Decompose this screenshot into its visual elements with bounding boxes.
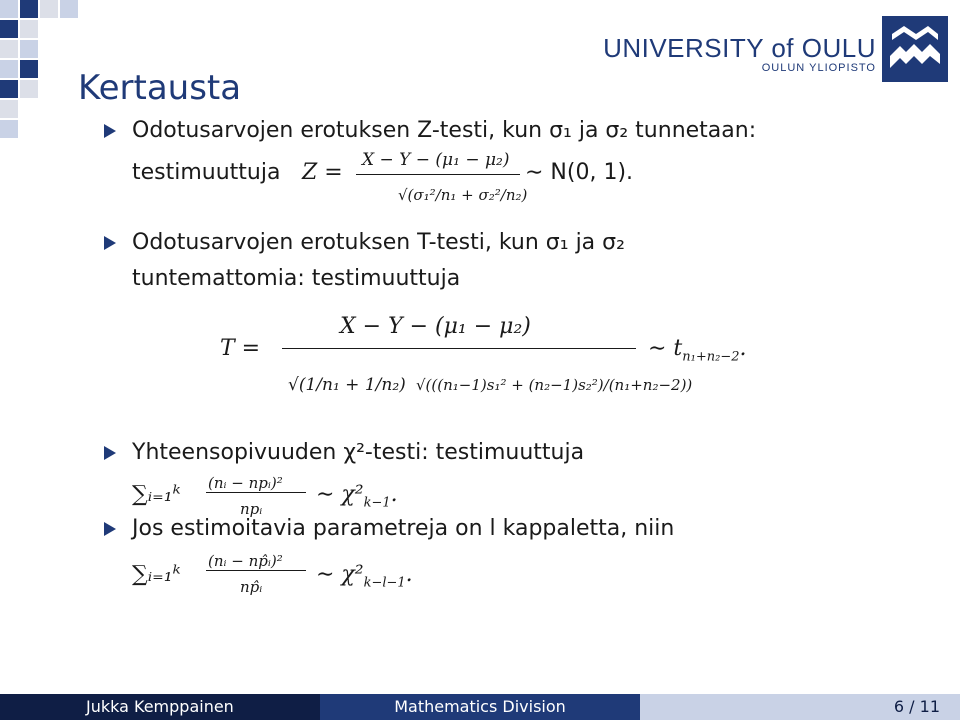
item3-frac-den: npᵢ [240,500,263,518]
item2-numerator: X − Y − (μ₁ − μ₂) [340,314,531,339]
item3-rhs-sub: k−1 [363,495,391,511]
item2-line2: tuntemattomia: testimuuttuja [132,266,461,291]
item3-rhs-chi: ∼ χ² [316,482,364,507]
item1-rhs: ∼ N(0, 1). [525,160,634,185]
item1-line1: Odotusarvojen erotuksen Z-testi, kun σ₁ ja σ₂ tunnetaan: [132,118,757,143]
item2-fraction-bar [282,348,636,349]
item4-frac-den: np̂ᵢ [240,578,263,596]
item3-sum: ∑ᵢ₌₁ᵏ [132,482,181,507]
bullet-icon [104,124,116,138]
item2-den-part1: √(1/n₁ + 1/n₂) [288,375,406,395]
item2-lhs: T = [220,336,261,361]
item3-frac-num: (nᵢ − npᵢ)² [208,474,283,492]
item3-fraction-bar [206,492,306,493]
item3-rhs-end: . [390,482,398,507]
item2-rhs-t: ∼ t [648,336,683,361]
item4-fraction-bar [206,570,306,571]
logo-sub-text: OULUN YLIOPISTO [761,62,876,74]
item1-formula [132,160,280,186]
item4-rhs-end: . [405,562,413,587]
item4-sum: ∑ᵢ₌₁ᵏ [132,562,181,587]
item1-numerator: X − Y − (μ₁ − μ₂) [362,150,510,170]
bullet-icon [104,522,116,536]
item2-den-part2: √(((n₁−1)s₁² + (n₂−1)s₂²)/(n₁+n₂−2)) [416,376,693,394]
university-logo-icon [882,16,948,82]
item2-rhs-end: . [739,336,747,361]
footer [0,694,960,720]
item1-prefix: testimuuttuja [132,160,281,185]
item4-frac-num: (nᵢ − np̂ᵢ)² [208,552,283,570]
bullet-icon [104,446,116,460]
item2-line1: Odotusarvojen erotuksen T-testi, kun σ₁ ja σ₂ [132,230,625,255]
item2-rhs [648,336,747,370]
item1-denominator: √(σ₁²/n₁ + σ₂²/n₂) [398,186,528,204]
item1-lhs: Z = [302,160,343,185]
item4-line1: Jos estimoitavia parametreja on l kappaletta, niin [132,516,675,541]
bullet-icon [104,236,116,250]
university-logo-text [603,34,876,74]
item4-rhs-chi: ∼ χ² [316,562,364,587]
slide-title: Kertausta [78,68,242,108]
item4-rhs-sub: k−l−1 [363,575,406,591]
item3-line1: Yhteensopivuuden χ²-testi: testimuuttuja [132,440,585,465]
footer-institute: Mathematics Division [320,694,640,720]
item1-fraction-bar [356,174,520,175]
logo-main-text: UNIVERSITY of OULU [603,33,876,63]
footer-page-number: 6 / 11 [640,694,960,720]
footer-author: Jukka Kemppainen [0,694,320,720]
item4-rhs [316,562,413,596]
item2-rhs-sub: n₁+n₂−2 [682,349,740,365]
item3-rhs [316,482,398,516]
decorative-squares [0,0,90,140]
